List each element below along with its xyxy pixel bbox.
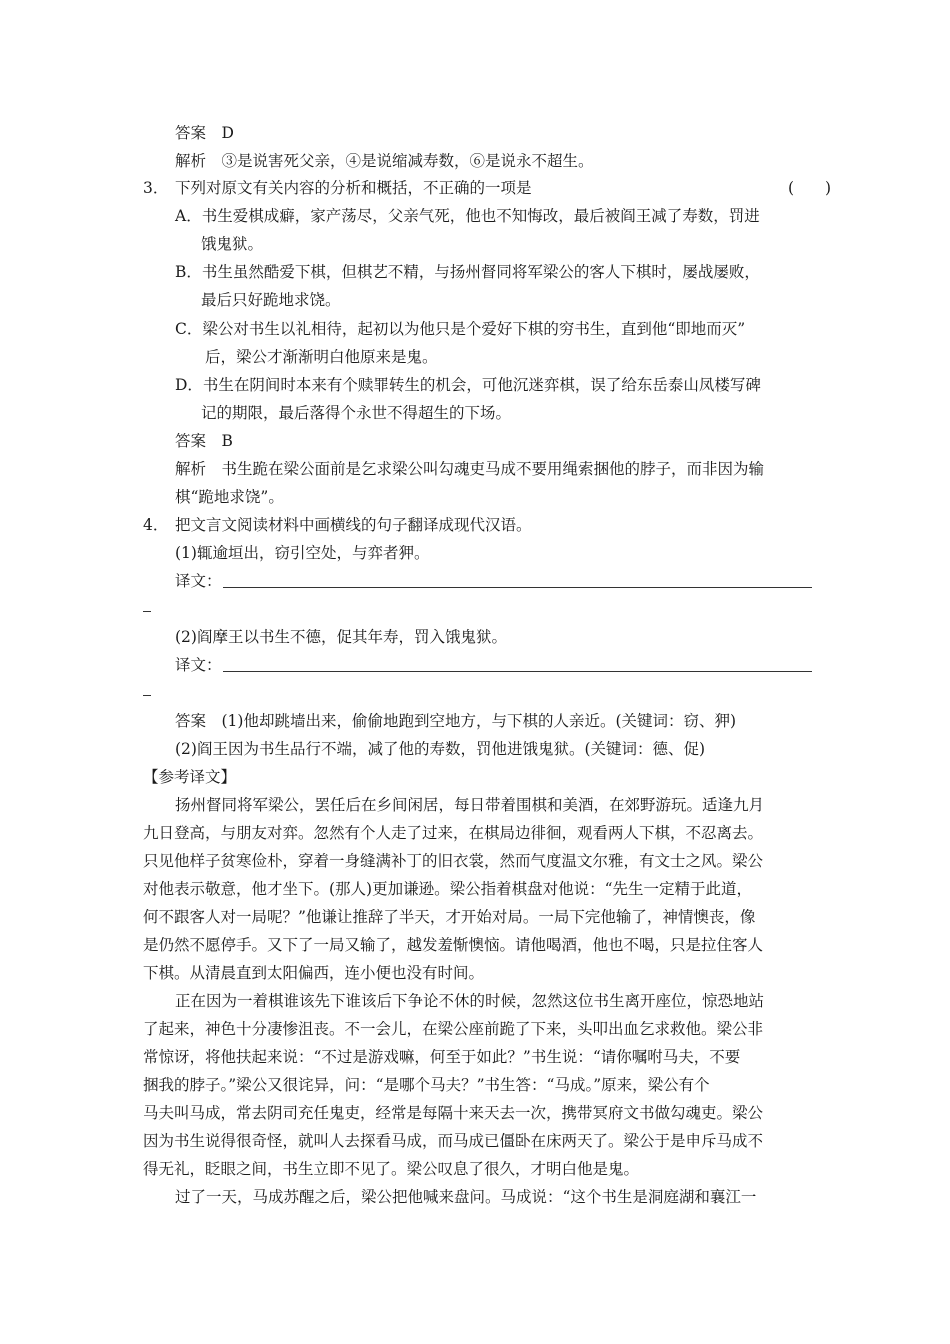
blank-continuation-1 — [143, 611, 151, 612]
q2-answer: 答案 D — [175, 124, 234, 142]
q3-stem: 下列对原文有关内容的分析和概括，不正确的一项是 — [175, 179, 532, 197]
q3-number: 3． — [143, 179, 169, 197]
ref-line: 过了一天，马成苏醒之后，梁公把他喊来盘问。马成说：“这个书生是洞庭湖和襄江一 — [175, 1188, 757, 1206]
q2-analysis: 解析 ③是说害死父亲，④是说缩减寿数，⑥是说永不超生。 — [175, 152, 594, 170]
q3-answer: 答案 B — [175, 432, 233, 450]
q4-answer-line1: 答案 (1)他却跳墙出来，偷偷地跑到空地方，与下棋的人亲近。(关键词：窃、狎) — [175, 712, 737, 730]
q3-option-d-line2: 记的期限，最后落得个永世不得超生的下场。 — [201, 404, 512, 422]
q3-option-a-line1: A．书生爱棋成癖，家产荡尽，父亲气死，他也不知悔改，最后被阎王减了寿数，罚进 — [175, 207, 760, 225]
ref-line: 捆我的脖子。”梁公又很诧异，问：“是哪个马夫？”书生答：“马成。”原来，梁公有个 — [143, 1076, 710, 1094]
ref-line: 扬州督同将军梁公，罢任后在乡间闲居，每日带着围棋和美酒，在郊野游玩。适逢九月 — [175, 796, 765, 814]
q3-option-b-line1: B．书生虽然酷爱下棋，但棋艺不精，与扬州督同将军梁公的客人下棋时，屡战屡败， — [175, 263, 760, 281]
q3-analysis-line1: 解析 书生跪在梁公面前是乞求梁公叫勾魂吏马成不要用绳索捆他的脖子，而非因为输 — [175, 460, 765, 478]
q4-sentence-2: (2)阎摩王以书生不德，促其年寿，罚入饿鬼狱。 — [175, 628, 507, 646]
ref-line: 是仍然不愿停手。又下了一局又输了，越发羞惭懊恼。请他喝酒，他也不喝，只是拉住客人 — [143, 936, 764, 954]
blank-continuation-2 — [143, 695, 151, 696]
ref-line: 下棋。从清晨直到太阳偏西，连小便也没有时间。 — [143, 964, 485, 982]
translation-label: 译文： — [175, 572, 222, 590]
q3-option-c-line1: C．梁公对书生以礼相待，起初以为他只是个爱好下棋的穷书生，直到他“即地而灭” — [175, 320, 746, 338]
ref-line: 了起来，神色十分凄惨沮丧。不一会儿，在梁公座前跪了下来，头叩出血乞求救他。梁公非 — [143, 1020, 764, 1038]
ref-line: 马夫叫马成，常去阴司充任鬼吏，经常是每隔十来天去一次，携带冥府文书做勾魂吏。梁公 — [143, 1104, 764, 1122]
q3-answer-paren: ( ) — [788, 179, 832, 197]
q4-answer-line2: (2)阎王因为书生品行不端，减了他的寿数，罚他进饿鬼狱。(关键词：德、促) — [175, 740, 706, 758]
translation-label: 译文： — [175, 656, 222, 674]
ref-line: 对他表示敬意，他才坐下。(那人)更加谦逊。梁公指着棋盘对他说：“先生一定精于此道， — [143, 880, 753, 898]
q3-analysis-line2: 棋“跪地求饶”。 — [175, 488, 284, 506]
q4-stem: 把文言文阅读材料中画横线的句子翻译成现代汉语。 — [175, 516, 532, 534]
reference-translation-heading: 【参考译文】 — [143, 768, 237, 786]
ref-line: 何不跟客人对一局呢？”他谦让推辞了半天，才开始对局。一局下完他输了，神情懊丧，像 — [143, 908, 756, 926]
q4-sentence-1: (1)辄逾垣出，窃引空处，与弈者狎。 — [175, 544, 430, 562]
translation-blank-2[interactable] — [223, 671, 812, 672]
translation-row-1 — [175, 570, 812, 592]
q3-option-a-line2: 饿鬼狱。 — [201, 235, 264, 253]
q3-option-d-line1: D．书生在阴间时本来有个赎罪转生的机会，可他沉迷弈棋，误了给东岳泰山凤楼写碑 — [175, 376, 761, 394]
ref-line: 常惊讶，将他扶起来说：“不过是游戏嘛，何至于如此？”书生说：“请你嘱咐马夫，不要 — [143, 1048, 741, 1066]
q3-option-b-line2: 最后只好跪地求饶。 — [201, 291, 341, 309]
ref-line: 只见他样子贫寒俭朴，穿着一身缝满补丁的旧衣裳，然而气度温文尔雅，有文士之风。梁公 — [143, 852, 764, 870]
translation-row-2 — [175, 654, 812, 676]
q3-option-c-line2: 后，梁公才渐渐明白他原来是鬼。 — [205, 348, 438, 366]
q4-number: 4． — [143, 516, 169, 534]
ref-line: 因为书生说得很奇怪，就叫人去探看马成，而马成已僵卧在床两天了。梁公于是申斥马成不 — [143, 1132, 764, 1150]
ref-line: 正在因为一着棋谁该先下谁该后下争论不休的时候，忽然这位书生离开座位，惊恐地站 — [175, 992, 765, 1010]
translation-blank-1[interactable] — [223, 587, 812, 588]
ref-line: 得无礼，眨眼之间，书生立即不见了。梁公叹息了很久，才明白他是鬼。 — [143, 1160, 640, 1178]
ref-line: 九日登高，与朋友对弈。忽然有个人走了过来，在棋局边徘徊，观看两人下棋，不忍离去。 — [143, 824, 764, 842]
